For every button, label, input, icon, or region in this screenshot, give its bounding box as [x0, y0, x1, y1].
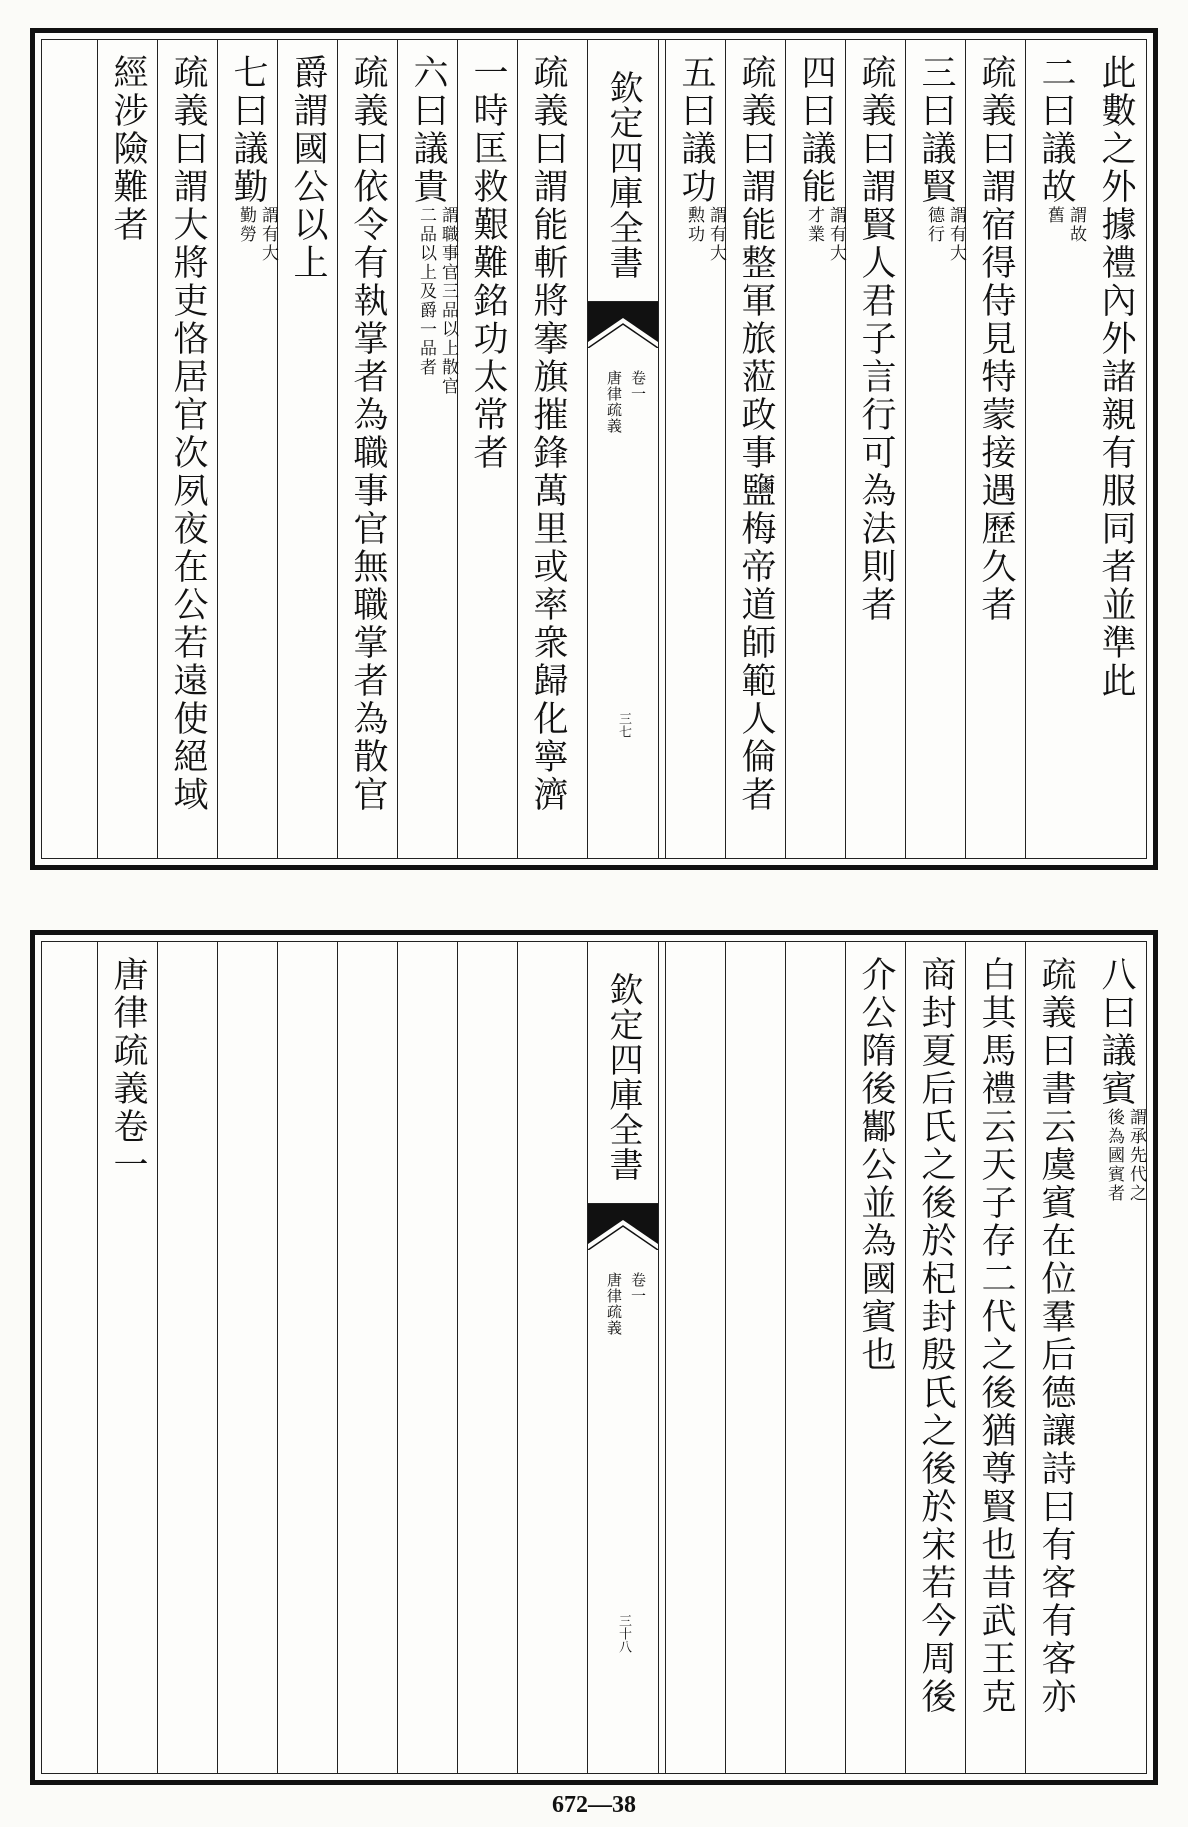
center-fold-margin: [587, 40, 659, 858]
center-fold-margin: [587, 942, 659, 1773]
text-column: 疏義曰謂宿得侍見特蒙接遇歷久者: [976, 54, 1016, 624]
fishtail-ornament: [588, 302, 658, 348]
closing-title-column: 唐律疏義卷一: [108, 956, 148, 1184]
folio-number: 三七: [616, 712, 631, 738]
spine-label: 卷一 唐律疏義: [605, 370, 647, 434]
text-column: 爵謂國公以上: [288, 54, 328, 282]
interlinear-note: 謂有大 才業: [804, 206, 846, 263]
top-page-frame: [30, 28, 1158, 870]
text-column: 五曰議功謂有大 勲功: [676, 54, 726, 263]
text-column: 商封夏后氏之後於杞封殷氏之後於宋若今周後: [916, 956, 956, 1716]
book-title: 欽定四庫全書: [588, 42, 658, 302]
interlinear-note: 謂故 舊: [1044, 206, 1086, 244]
text-column: 七曰議勤謂有大 勤勞: [228, 54, 278, 263]
text-column: 三曰議賢謂有大 德行: [916, 54, 966, 263]
text-column: 疏義曰謂賢人君子言行可為法則者: [856, 54, 896, 624]
interlinear-note: 謂有大 德行: [924, 206, 966, 263]
text-column: 疏義曰依令有執掌者為職事官無職掌者為散官: [348, 54, 388, 814]
interlinear-note: 謂有大 勤勞: [236, 206, 278, 263]
page-number-footer: 672—38: [552, 1792, 636, 1818]
interlinear-note: 謂有大 勲功: [684, 206, 726, 263]
text-column: 一時匡救艱難銘功太常者: [468, 54, 508, 472]
text-column: 二曰議故謂故 舊: [1036, 54, 1086, 244]
text-column: 疏義曰謂能整軍旅蒞政事鹽梅帝道師範人倫者: [736, 54, 776, 814]
folio-number: 三十八: [616, 1614, 631, 1653]
fishtail-ornament: [588, 1204, 658, 1250]
text-column: 白其馬禮云天子存二代之後猶尊賢也昔武王克: [976, 956, 1016, 1716]
top-page-inner-frame: [41, 39, 1147, 859]
spine-label: 卷一 唐律疏義: [605, 1272, 647, 1336]
text-column: 六曰議貴謂職事官三品以上散官 二品以上及爵一品者: [408, 54, 458, 396]
text-column: 經涉險難者: [108, 54, 148, 244]
text-column: 八曰議賓謂承先代之 後為國賓者: [1096, 956, 1146, 1203]
text-column: 疏義曰書云虞賓在位羣后德讓詩曰有客有客亦: [1036, 956, 1076, 1716]
text-column: 四曰議能謂有大 才業: [796, 54, 846, 263]
text-column: 疏義曰謂能斬將搴旗摧鋒萬里或率衆歸化寧濟: [528, 54, 568, 814]
text-column: 疏義曰謂大將吏恪居官次夙夜在公若遠使絕域: [168, 54, 208, 814]
bottom-page-inner-frame: [41, 941, 1147, 1774]
bottom-page-frame: [30, 930, 1158, 1785]
interlinear-note: 謂職事官三品以上散官 二品以上及爵一品者: [416, 206, 458, 396]
interlinear-note: 謂承先代之 後為國賓者: [1104, 1108, 1146, 1203]
text-column: 介公隋後酅公並為國賓也: [856, 956, 896, 1374]
text-column: 此數之外據禮內外諸親有服同者並準此: [1096, 54, 1136, 700]
book-title: 欽定四庫全書: [588, 944, 658, 1204]
